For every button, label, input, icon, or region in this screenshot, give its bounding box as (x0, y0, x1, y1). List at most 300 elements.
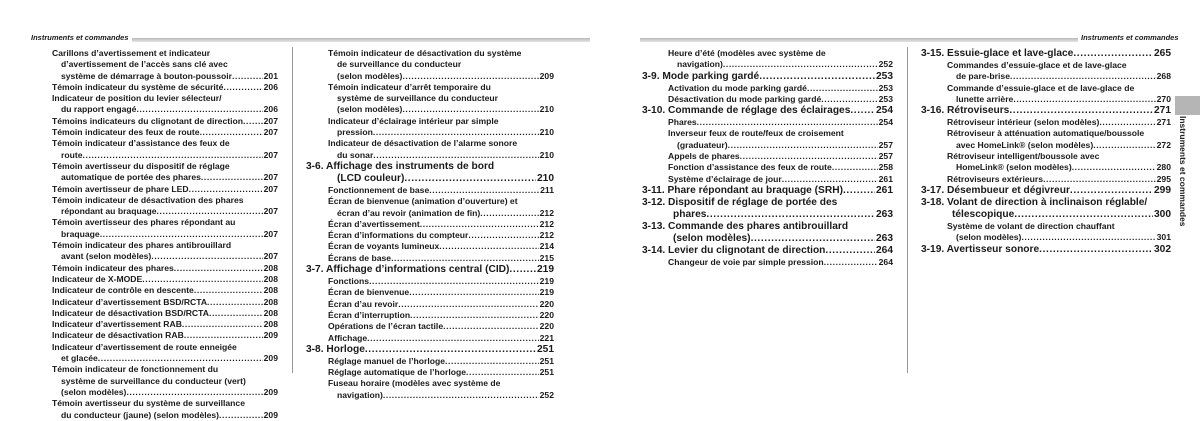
toc-section-entry[interactable] (921, 48, 1171, 60)
toc-section-entry[interactable] (306, 344, 554, 356)
toc-subentry[interactable] (52, 240, 278, 263)
page-number: 209 (263, 386, 278, 397)
toc-entry-text: Système de volant de direction chauffant (947, 220, 1115, 231)
dot-leader (1070, 185, 1153, 197)
chapter-tab-label: Instruments et commandes (1178, 116, 1188, 227)
toc-line (921, 185, 1171, 197)
page-number: 254 (876, 105, 893, 117)
toc-entry-text: Indicateur de désactivation de l’alarme sonore (328, 138, 518, 149)
dot-leader (751, 233, 875, 245)
dot-leader (1013, 94, 1155, 105)
toc-subentry[interactable] (642, 151, 893, 162)
toc-line (668, 128, 893, 139)
toc-entry-text: Heure d’été (modèles avec système de (668, 48, 826, 58)
toc-subentry[interactable] (52, 127, 278, 138)
toc-section-entry[interactable] (306, 264, 554, 276)
toc-entry-text: (graduateur) (677, 139, 728, 150)
toc-subentry[interactable] (306, 253, 554, 264)
toc-entry-text: Phares (668, 117, 697, 128)
toc-subentry[interactable] (642, 257, 893, 268)
page-number: 219 (539, 287, 554, 298)
page-number: 254 (878, 117, 893, 128)
toc-entry-text: Inverseur feux de route/feux de croisement (668, 128, 844, 139)
toc-subentry[interactable] (52, 116, 278, 127)
toc-line (52, 161, 278, 172)
dot-leader (1073, 48, 1153, 60)
toc-line (947, 71, 1171, 82)
toc-line (52, 251, 278, 262)
page-number: 210 (539, 127, 554, 138)
page-number: 207 (263, 228, 278, 239)
toc-subentry[interactable] (921, 128, 1171, 151)
toc-line (52, 116, 278, 127)
toc-subentry[interactable] (306, 276, 554, 287)
toc-subentry[interactable] (52, 138, 278, 161)
dot-leader (1072, 162, 1156, 173)
toc-line (328, 356, 554, 367)
toc-entry-text: Fonctionnement de base (328, 184, 430, 195)
toc-entry-text: 3-12. Dispositif de réglage de portée des (642, 196, 838, 208)
toc-line (947, 162, 1171, 173)
toc-line (328, 116, 554, 127)
toc-line (306, 264, 554, 276)
page-number: 251 (537, 343, 554, 355)
toc-entry-text: du rapport engagé (61, 104, 137, 115)
dot-leader (243, 116, 263, 127)
toc-line (947, 151, 1171, 162)
page-number: 208 (263, 307, 278, 318)
toc-line (52, 93, 278, 104)
running-header-right: Instruments et commandes (1078, 33, 1182, 42)
toc-entry-text: Indicateur d’avertissement RAB (52, 319, 182, 330)
page-number: 268 (1156, 71, 1171, 82)
toc-line (947, 221, 1171, 232)
dot-leader (1010, 71, 1156, 82)
toc-line (328, 253, 554, 264)
toc-subentry[interactable] (642, 94, 893, 105)
toc-line (52, 127, 278, 138)
dot-leader (1099, 117, 1155, 128)
page-number: 214 (539, 241, 554, 252)
toc-subentry[interactable] (52, 297, 278, 308)
toc-subentry[interactable] (306, 185, 554, 196)
toc-line (52, 285, 278, 296)
toc-line (52, 240, 278, 251)
toc-section-entry[interactable] (642, 221, 893, 245)
toc-subentry[interactable] (306, 230, 554, 241)
running-header-left: Instruments et commandes (28, 33, 132, 42)
dot-leader (410, 310, 539, 321)
toc-line (921, 105, 1171, 117)
toc-line (668, 140, 893, 151)
page-number: 206 (263, 104, 278, 115)
toc-line (921, 244, 1171, 256)
page-number: 271 (1154, 105, 1171, 117)
toc-line (52, 82, 278, 93)
dot-leader (182, 319, 263, 330)
toc-entry-text: Désactivation du mode parking gardé (668, 93, 822, 104)
toc-line (328, 150, 554, 161)
toc-entry-text: de pare-brise (956, 71, 1010, 82)
toc-entry-text: Indicateur de position du levier sélecteur/ (52, 93, 222, 104)
dot-leader (391, 253, 539, 264)
toc-line (642, 233, 893, 245)
toc-line (52, 330, 278, 341)
page-number: 253 (878, 93, 893, 104)
toc-entry-text: 3-14. Levier du clignotant de direction (642, 244, 826, 256)
toc-entry-text: braquage (61, 228, 100, 239)
dot-leader (480, 208, 538, 219)
toc-section-entry[interactable] (921, 197, 1171, 221)
dot-leader (509, 264, 536, 276)
toc-subentry[interactable] (52, 308, 278, 319)
page-number: 271 (1156, 117, 1171, 128)
page-number: 272 (1156, 139, 1171, 150)
dot-leader (223, 82, 262, 93)
toc-subentry[interactable] (306, 196, 554, 219)
page-number: 302 (1154, 243, 1171, 255)
toc-subentry[interactable] (306, 82, 554, 116)
toc-entry-text: 3-19. Avertisseur sonore (921, 243, 1040, 255)
dot-leader (136, 104, 262, 115)
page-number: 206 (263, 81, 278, 92)
toc-line (52, 59, 278, 70)
toc-subentry[interactable] (921, 174, 1171, 185)
dot-leader (821, 94, 877, 105)
dot-leader (1009, 105, 1153, 117)
dot-leader (1039, 244, 1153, 256)
toc-entry-text: Indicateur de contrôle en descente (52, 285, 194, 296)
page-number: 257 (878, 139, 893, 150)
toc-subentry[interactable] (52, 195, 278, 218)
dot-leader (194, 285, 263, 296)
page-number: 209 (539, 70, 554, 81)
toc-entry-text: 3-6. Affichage des instruments de bord (306, 160, 495, 172)
toc-entry-text: d’avertissement de l’accès sans clé avec (61, 59, 228, 70)
dot-leader (201, 172, 263, 183)
page-number: 207 (263, 127, 278, 138)
toc-line (921, 48, 1171, 60)
toc-line (328, 208, 554, 219)
toc-subentry[interactable] (642, 83, 893, 94)
toc-line (328, 127, 554, 138)
toc-subentry[interactable] (306, 287, 554, 298)
toc-entry-text: Témoin avertisseur des phares répondant au (52, 217, 236, 228)
page-number: 299 (1154, 184, 1171, 196)
page-number: 208 (263, 296, 278, 307)
toc-subentry[interactable] (52, 263, 278, 274)
toc-subentry[interactable] (306, 241, 554, 252)
page-number: 219 (539, 276, 554, 287)
toc-subentry[interactable] (306, 321, 554, 332)
toc-line (52, 274, 278, 285)
toc-subentry[interactable] (306, 378, 554, 401)
toc-subentry[interactable] (306, 356, 554, 367)
page-number: 252 (878, 59, 893, 70)
dot-leader (219, 410, 263, 421)
page-number: 253 (878, 82, 893, 93)
toc-subentry[interactable] (52, 330, 278, 341)
toc-section-entry[interactable] (642, 197, 893, 221)
toc-line (668, 162, 893, 173)
dot-leader (98, 353, 263, 364)
page-number: 212 (539, 230, 554, 241)
toc-line (947, 140, 1171, 151)
dot-leader (232, 71, 263, 82)
toc-subentry[interactable] (642, 174, 893, 185)
toc-line (52, 229, 278, 240)
toc-entry-text: (selon modèles) (61, 386, 127, 397)
toc-entry-text: Fonctions (328, 276, 370, 287)
toc-entry-text: Écran de voyants lumineux (328, 241, 440, 252)
toc-line (921, 209, 1171, 221)
toc-entry-text: Indicateur de désactivation BSD/RCTA (52, 307, 209, 318)
toc-section-entry[interactable] (642, 245, 893, 257)
toc-entry-text: du sonar (337, 149, 374, 160)
dot-leader (1093, 140, 1155, 151)
toc-section-entry[interactable] (306, 161, 554, 185)
toc-entry-text: Écran d’au revoir (328, 298, 399, 309)
dot-leader (207, 297, 263, 308)
toc-entry-text: navigation) (677, 59, 723, 70)
toc-entry-text: Témoin indicateur des phares (52, 262, 174, 273)
page-number: 212 (539, 218, 554, 229)
toc-entry-text: 3-9. Mode parking gardé (642, 70, 760, 82)
toc-line (328, 104, 554, 115)
toc-section-entry[interactable] (921, 244, 1171, 256)
toc-line (52, 172, 278, 183)
toc-line (52, 342, 278, 353)
dot-leader (82, 150, 262, 161)
toc-entry-text: Rétroviseur à atténuation automatique/boussole (947, 128, 1145, 139)
toc-subentry[interactable] (642, 48, 893, 71)
page-number: 201 (263, 70, 278, 81)
toc-subentry[interactable] (306, 310, 554, 321)
toc-line (328, 367, 554, 378)
toc-line (52, 184, 278, 195)
toc-entry-text: et glacée (61, 353, 98, 364)
page-number: 210 (539, 149, 554, 160)
toc-entry-text: Témoin avertisseur du système de surveillance (52, 398, 245, 409)
dot-leader (1043, 174, 1156, 185)
toc-column-1 (52, 48, 278, 421)
toc-entry-text: (selon modèles) (337, 104, 403, 115)
toc-section-entry[interactable] (921, 185, 1171, 197)
toc-entry-text: Changeur de voie par simple pression (668, 256, 824, 267)
dot-leader (824, 257, 878, 268)
page-number: 207 (263, 251, 278, 262)
toc-subentry[interactable] (52, 184, 278, 195)
toc-line (52, 376, 278, 387)
toc-subentry[interactable] (306, 367, 554, 378)
page-number: 210 (537, 172, 554, 184)
toc-line (328, 230, 554, 241)
toc-line (52, 206, 278, 217)
dot-leader (468, 230, 538, 241)
toc-line (947, 83, 1171, 94)
toc-entry-text: Rétroviseur intelligent/boussole avec (947, 151, 1100, 162)
toc-entry-text: Témoins indicateurs du clignotant de direction (52, 115, 243, 126)
toc-entry-text: Témoin avertisseur de phare LED (52, 183, 189, 194)
toc-subentry[interactable] (921, 60, 1171, 83)
page-number: 209 (263, 330, 278, 341)
toc-line (52, 104, 278, 115)
toc-entry-text: Activation du mode parking gardé (668, 82, 807, 93)
toc-line (328, 299, 554, 310)
toc-subentry[interactable] (52, 319, 278, 330)
toc-section-entry[interactable] (921, 105, 1171, 117)
toc-entry-text: Écran d’interruption (328, 309, 411, 320)
dot-leader (383, 390, 539, 401)
toc-entry-text: Écran de bienvenue (animation d’ouverture) et (328, 196, 518, 207)
toc-entry-text: Indicateur d’avertissement BSD/RCTA (52, 296, 208, 307)
toc-line (52, 297, 278, 308)
toc-line (642, 185, 893, 197)
page-number: 207 (263, 149, 278, 160)
toc-subentry[interactable] (52, 82, 278, 93)
toc-entry-text: 3-18. Volant de direction à inclinaison réglable/ (921, 196, 1148, 208)
toc-entry-text: Indicateur de X-MODE (52, 273, 143, 284)
toc-line (947, 117, 1171, 128)
toc-subentry[interactable] (52, 217, 278, 240)
toc-entry-text: lunette arrière (956, 93, 1014, 104)
page-number: 280 (1156, 162, 1171, 173)
toc-entry-text: Témoin indicateur du système de sécurité (52, 81, 224, 92)
toc-entry-text: Écran de bienvenue (328, 287, 410, 298)
toc-entry-text: Indicateur de désactivation RAB (52, 330, 184, 341)
toc-line (642, 197, 893, 209)
dot-leader (466, 367, 539, 378)
dot-leader (807, 83, 878, 94)
dot-leader (402, 71, 538, 82)
dot-leader (723, 59, 878, 70)
page-number: 207 (263, 115, 278, 126)
toc-section-entry[interactable] (642, 71, 893, 83)
dot-leader (697, 117, 878, 128)
toc-entry-text: (LCD couleur) (337, 172, 405, 184)
page-number: 208 (263, 273, 278, 284)
toc-entry-text: Commandes d’essuie-glace et de lave-glace (947, 60, 1127, 70)
toc-line (52, 410, 278, 421)
toc-entry-text: automatique de portée des phares (61, 172, 201, 183)
toc-entry-text: Indicateur d’éclairage intérieur par simple (328, 115, 499, 126)
toc-subentry[interactable] (921, 117, 1171, 128)
page-number: 261 (878, 173, 893, 184)
toc-entry-text: écran d’au revoir (animation de fin) (337, 207, 481, 218)
toc-subentry[interactable] (306, 138, 554, 161)
toc-section-entry[interactable] (642, 185, 893, 197)
toc-subentry[interactable] (921, 83, 1171, 106)
dot-leader (832, 162, 878, 173)
page-number: 210 (539, 104, 554, 115)
toc-line (328, 219, 554, 230)
dot-leader (443, 321, 539, 332)
toc-subentry[interactable] (306, 48, 554, 82)
toc-subentry[interactable] (52, 274, 278, 285)
toc-entry-text: Affichage (328, 332, 368, 343)
page-number: 251 (539, 367, 554, 378)
toc-subentry[interactable] (306, 299, 554, 310)
toc-line (668, 117, 893, 128)
toc-column-4 (921, 48, 1171, 256)
page-number: 220 (539, 321, 554, 332)
dot-leader (850, 105, 875, 117)
toc-subentry[interactable] (306, 219, 554, 230)
dot-leader (184, 330, 263, 341)
toc-subentry[interactable] (52, 342, 278, 365)
dot-leader (759, 71, 875, 83)
toc-line (668, 257, 893, 268)
toc-section-entry[interactable] (642, 105, 893, 117)
toc-subentry[interactable] (52, 161, 278, 184)
toc-subentry[interactable] (642, 128, 893, 151)
toc-subentry[interactable] (642, 162, 893, 173)
page-number: 211 (540, 184, 554, 195)
dot-leader (429, 185, 539, 196)
toc-line (642, 71, 893, 83)
toc-subentry[interactable] (52, 48, 278, 82)
page-number: 207 (263, 172, 278, 183)
toc-line (642, 105, 893, 117)
toc-entry-text: 3-16. Rétroviseurs (921, 105, 1010, 117)
dot-leader (373, 127, 539, 138)
toc-subentry[interactable] (921, 151, 1171, 174)
toc-entry-text: Témoin indicateur de désactivation du système (328, 48, 522, 58)
toc-line (328, 138, 554, 149)
toc-entry-text: Fonction d’assistance des feux de route (668, 162, 832, 173)
toc-line (328, 71, 554, 82)
dot-leader (409, 287, 538, 298)
toc-subentry[interactable] (921, 221, 1171, 244)
page-number: 215 (539, 252, 554, 263)
toc-line (52, 263, 278, 274)
toc-subentry[interactable] (306, 333, 554, 344)
page-number: 209 (263, 353, 278, 364)
toc-line (52, 398, 278, 409)
toc-line (947, 128, 1171, 139)
toc-entry-text: Indicateur d’avertissement de route enneigée (52, 341, 237, 352)
toc-line (328, 185, 554, 196)
toc-subentry[interactable] (52, 93, 278, 116)
toc-entry-text: avec HomeLink® (selon modèles) (956, 139, 1094, 150)
page-number: 258 (878, 162, 893, 173)
toc-entry-text: Fuseau horaire (modèles avec système de (328, 378, 501, 389)
page-number: 261 (876, 184, 893, 196)
dot-leader (706, 209, 875, 221)
toc-entry-text: 3-11. Phare répondant au braquage (SRH) (642, 184, 843, 196)
dot-leader (728, 140, 878, 151)
page-number: 220 (539, 298, 554, 309)
dot-leader (1014, 209, 1153, 221)
toc-entry-text: Écran d’avertissement (328, 218, 420, 229)
toc-line (52, 387, 278, 398)
dot-leader (439, 241, 538, 252)
toc-subentry[interactable] (52, 364, 278, 398)
toc-entry-text: 3-7. Affichage d’informations central (CID) (306, 264, 510, 276)
toc-subentry[interactable] (52, 285, 278, 296)
toc-entry-text: de surveillance du conducteur (337, 59, 462, 70)
toc-line (328, 82, 554, 93)
toc-subentry[interactable] (306, 116, 554, 139)
toc-entry-text: navigation) (337, 389, 383, 400)
column-divider-left (292, 47, 293, 373)
toc-line (52, 308, 278, 319)
toc-entry-text: 3-17. Désembueur et dégivreur (921, 184, 1070, 196)
dot-leader (1021, 232, 1155, 243)
toc-line (328, 93, 554, 104)
toc-line (52, 195, 278, 206)
toc-subentry[interactable] (642, 117, 893, 128)
